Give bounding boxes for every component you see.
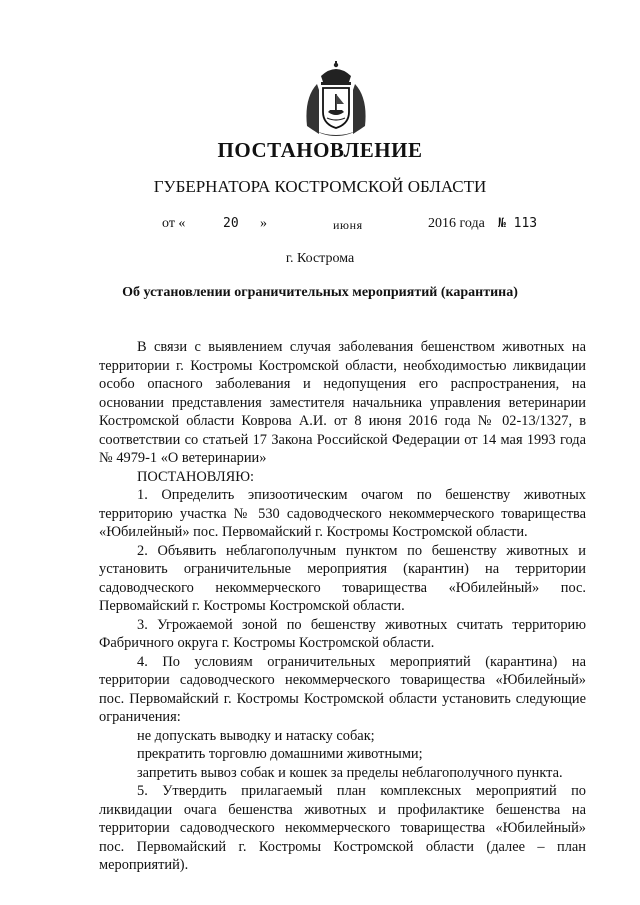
restriction-item: не допускать выводку и натаску собак; [137,727,375,744]
document-title: ПОСТАНОВЛЕНИЕ [217,138,423,162]
document-number: № 113 [498,216,538,231]
date-day: 20 [223,216,239,231]
clause-3: 3. Угрожаемой зоной по бешенству животных считать территорию Фабричного округа г. Костромы Костромской области. [99,616,586,651]
date-year: 2016 года [428,216,485,231]
document-heading: Об установлении ограничительных мероприятий (карантина) [122,285,518,300]
date-quote-close: » [260,216,267,231]
decree-word: ПОСТАНОВЛЯЮ: [137,468,255,485]
document-body [99,338,586,875]
restriction-item: прекратить торговлю домашними животными; [137,746,423,762]
date-prefix: от « [162,216,186,231]
clause-2: 2. Объявить неблагополучным пунктом по бешенству животных и установить ограничительные мероприятия (карантин) на территории садоводческого некоммерческого товарищества «Юбилейный» пос. Первомайский г. Костромы Костромской области. [99,542,586,614]
clause-1: 1. Определить эпизоотическим очагом по бешенству животных территорию участка № 530 садоводческого некоммерческого товарищества «Юбилейный» пос. Первомайский г. Костромы Костромской области. [99,487,586,540]
preamble-paragraph: В связи с выявлением случая заболевания бешенством животных на территории г. Костромы Костромской области, необходимостью ликвидации особо опасного заболевания и недопущения его распространения, на основании представления заместителя начальника управления ветеринарии Костромской области Коврова А.И. от 8 июня 2016 года № 02-13/1327, в соответствии со статьей 17 Закона Российской Федерации от 14 мая 1993 года № 4979-1 «О ветеринарии» [99,339,586,466]
city: г. Кострома [285,251,355,266]
clause-5: 5. Утвердить прилагаемый план комплексных мероприятий по ликвидации очага бешенства животных и профилактике бешенства на территории садоводческого некоммерческого товарищества «Юбилейный» пос. Первомайский г. Костромы Костромской области (далее – план мероприятий). [99,783,586,873]
issuer-title: ГУБЕРНАТОРА КОСТРОМСКОЙ ОБЛАСТИ [153,177,487,196]
kostroma-coat-of-arms-icon [299,60,373,140]
date-month: июня [333,218,363,232]
restriction-item: запретить вывоз собак и кошек за пределы неблагополучного пункта. [137,764,563,781]
clause-4: 4. По условиям ограничительных мероприятий (карантина) на территории садоводческого некоммерческого товарищества «Юбилейный» пос. Первомайский г. Костромы Костромской области установить следующие ограничения: [99,653,586,725]
